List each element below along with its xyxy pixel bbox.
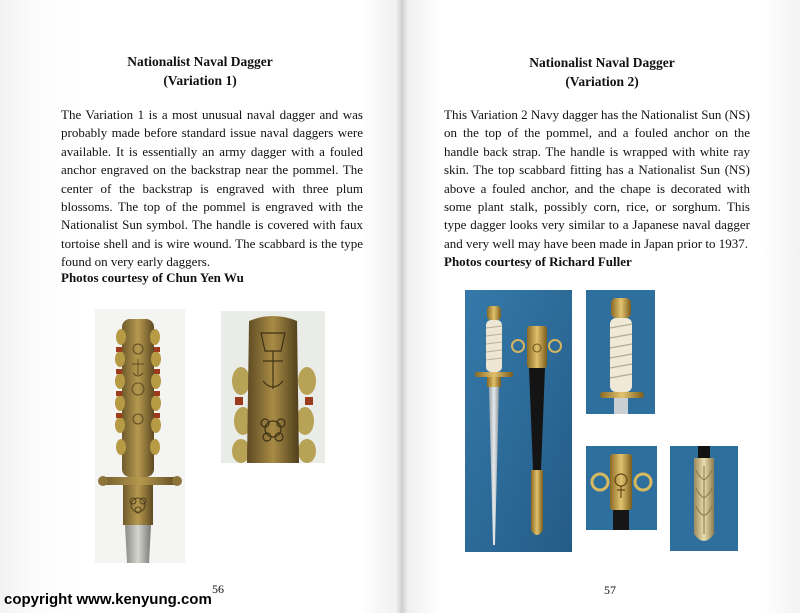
left-photo-credit: Photos courtesy of Chun Yen Wu (61, 270, 244, 285)
variation1-closeup-photo (221, 311, 325, 463)
right-page-title (404, 53, 800, 91)
copyright-watermark: copyright www.kenyung.com (4, 591, 212, 608)
right-photo-credit: Photos courtesy of Richard Fuller (444, 254, 632, 269)
handle-closeup-illustration (221, 311, 325, 463)
variation1-handle-photo (95, 309, 185, 563)
variation2-chape-photo (670, 446, 738, 551)
left-title-line1: Nationalist Naval Dagger (127, 54, 273, 69)
scabbard-fitting-illustration (586, 446, 657, 530)
variation2-fitting-photo (586, 446, 657, 530)
right-title-line1: Nationalist Naval Dagger (529, 55, 675, 70)
right-page-number: 57 (604, 583, 616, 597)
handle-wrap-illustration (586, 290, 655, 414)
dagger-scabbard-illustration (465, 290, 572, 552)
right-body-text: This Variation 2 Navy dagger has the Nationalist Sun (NS) on the top of the pommel, and a fouled anchor on the handle back strap. The handle is wrapped with white ray skin. The top scabbard fitting has a Nationalist Sun (NS) above a fouled anchor, and the chape is decorated with some plant stalk, possibly corn, rice, or sorghum. This type dagger looks very similar to a Japanese naval dagger and very well may have been made in Japan prior to 1937. (444, 107, 750, 251)
variation2-full-photo (465, 290, 572, 552)
right-title-line2: (Variation 2) (565, 74, 639, 89)
left-title-line2: (Variation 1) (163, 73, 237, 88)
variation2-handle-photo (586, 290, 655, 414)
chape-illustration (670, 446, 738, 551)
left-page-title (0, 52, 400, 90)
left-body-text: The Variation 1 is a most unusual naval dagger and was probably made before standard issue naval daggers were available. It is essentially an army dagger with a fouled anchor engraved on the backstrap near the pommel. The center of the backstrap is engraved with three plum blossoms. The top of the pommel is engraved with the Nationalist Sun symbol. The handle is covered with faux tortoise shell and is wire wound. The scabbard is the type found on very early daggers. (61, 107, 363, 270)
left-page-number: 56 (212, 582, 224, 596)
dagger-handle-illustration (95, 309, 185, 563)
right-page (404, 0, 800, 613)
